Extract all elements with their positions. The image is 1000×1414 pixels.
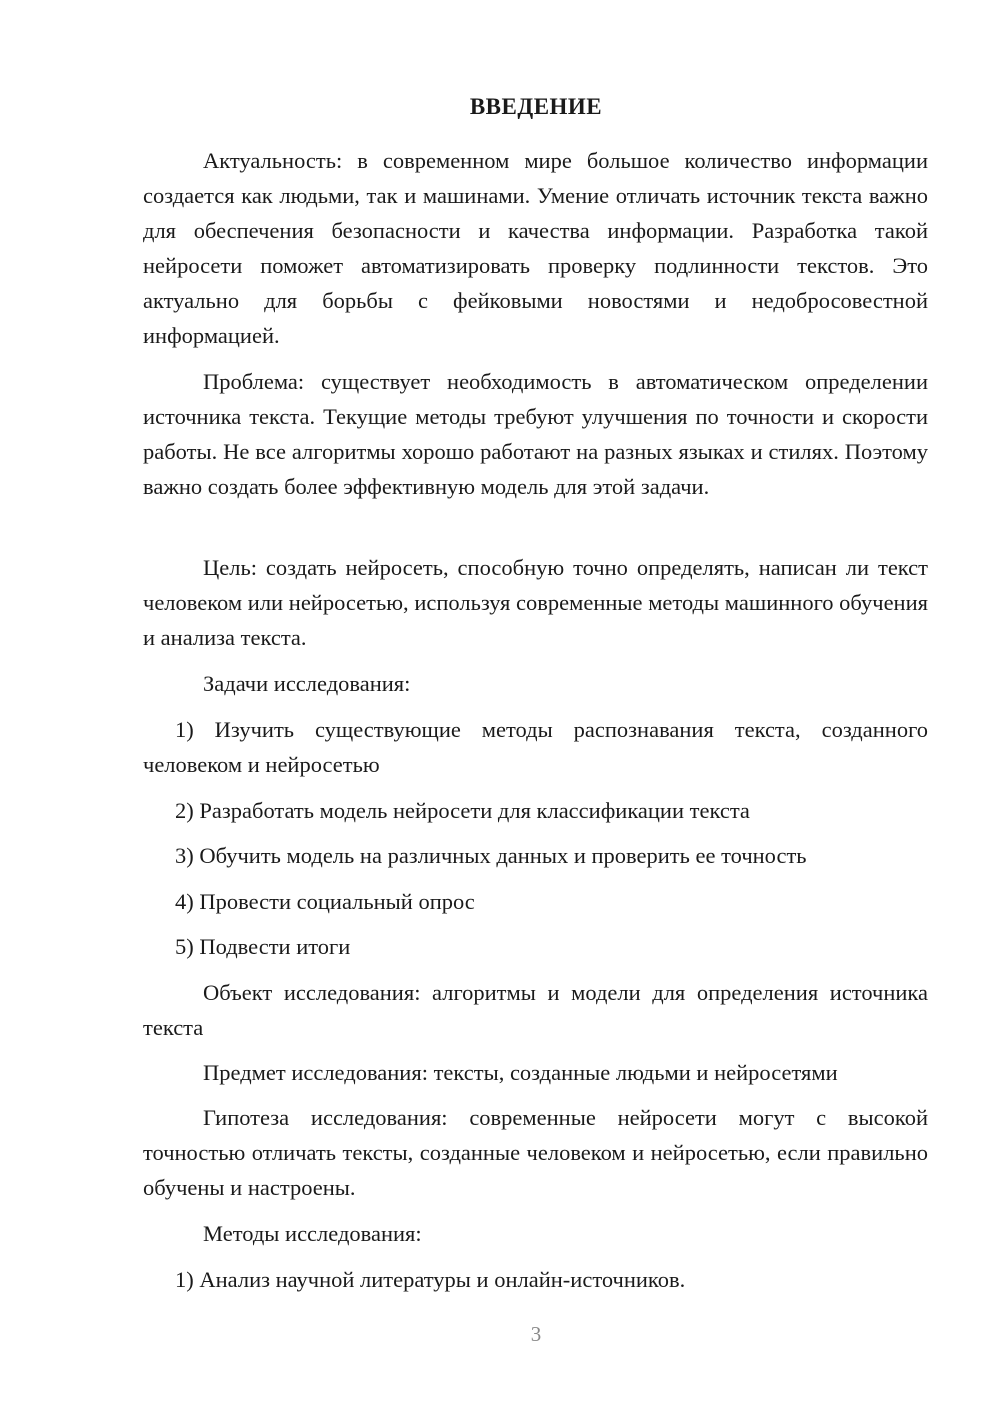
section-title: ВВЕДЕНИЕ [469,94,603,119]
methods-heading: Методы исследования: [203,1221,422,1246]
list-item-task-1: 1) Изучить существующие методы распознавания текста, созданного человеком и нейросетью [143,717,928,777]
paragraph-object: Объект исследования: алгоритмы и модели для определения источника текста [143,980,928,1040]
paragraph-goal: Цель: создать нейросеть, способную точно определять, написан ли текст человеком или нейросетью, используя современные методы машинного обучения и анализа текста. [143,555,928,650]
paragraph-relevance: Актуальность: в современном мире большое количество информации создается как людьми, так и машинами. Умение отличать источник текста важно для обеспечения безопасности и качества информации. Разработка такой нейросети поможет автоматизировать проверку подлинности текстов. Это актуально для борьбы с фейковыми новостями и недобросовестной информацией. [143,148,928,348]
list-item-task-2: 2) Разработать модель нейросети для классификации текста [175,798,750,823]
page-number: 3 [530,1322,542,1346]
list-item-task-4: 4) Провести социальный опрос [175,889,475,914]
tasks-heading: Задачи исследования: [203,671,411,696]
list-item-task-3: 3) Обучить модель на различных данных и проверить ее точность [175,843,807,868]
list-item-method-1: 1) Анализ научной литературы и онлайн-источников. [175,1267,686,1292]
paragraph-subject: Предмет исследования: тексты, созданные людьми и нейросетями [203,1060,838,1085]
paragraph-hypothesis: Гипотеза исследования: современные нейросети могут с высокой точностью отличать тексты, созданные человеком и нейросетью, если правильно обучены и настроены. [143,1105,928,1200]
paragraph-problem: Проблема: существует необходимость в автоматическом определении источника текста. Текущие методы требуют улучшения по точности и скорости работы. Не все алгоритмы хорошо работают на разных языках и стилях. Поэтому важно создать более эффективную модель для этой задачи. [143,369,928,499]
list-item-task-5: 5) Подвести итоги [175,934,351,959]
